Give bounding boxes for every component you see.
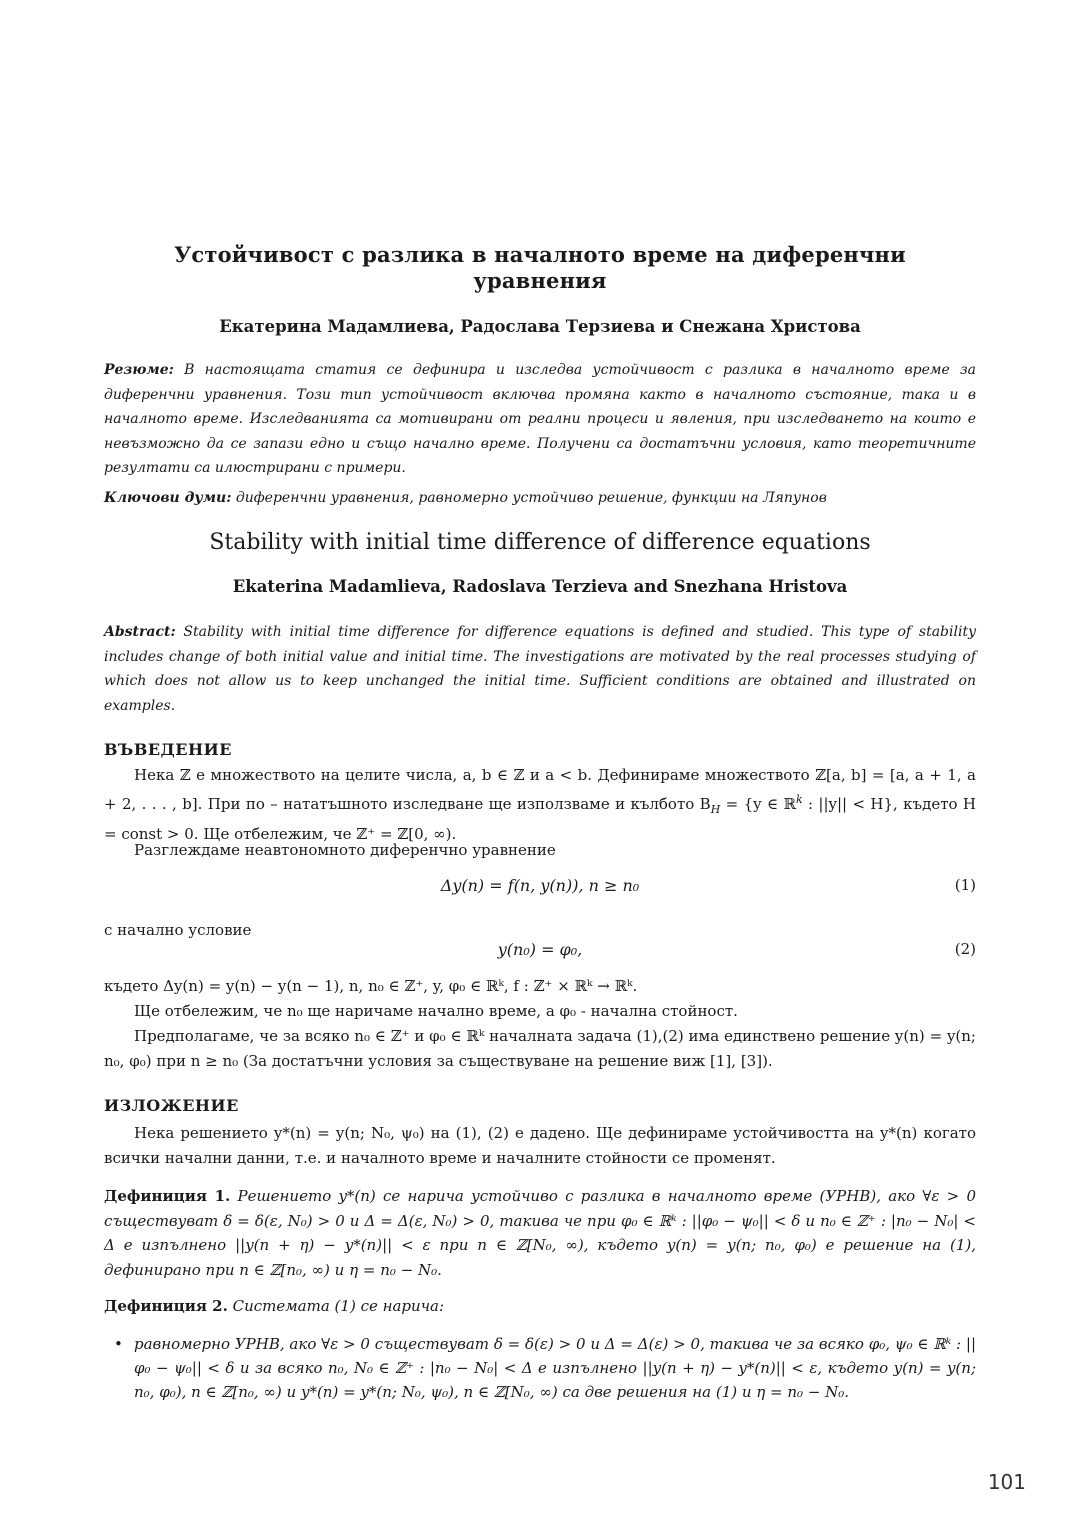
definition-2-label: Дефиниция 2. — [104, 1297, 228, 1315]
definition-2 — [104, 1294, 976, 1319]
intro-p1-part-b: = {y ∈ ℝ — [720, 794, 796, 813]
keywords-label: Ключови думи: — [104, 490, 232, 506]
intro-p1-part-c: : ||y|| < H}, където H = const > 0. Ще отбележим, че ℤ⁺ = ℤ[0, ∞). — [104, 794, 976, 843]
abstract-english — [104, 620, 976, 718]
section-heading-introduction: ВЪВЕДЕНИЕ — [104, 740, 232, 759]
keywords-text: диференчни уравнения, равномерно устойчиво решение, функции на Ляпунов — [235, 490, 827, 506]
intro-paragraph-6: Предполагаме, че за всяко n₀ ∈ ℤ⁺ и φ₀ ∈ ℝᵏ началната задача (1),(2) има единствено решение y(n) = y(n; n₀, φ₀) при n ≥ n₀ (За достатъчни условия за съществуване на решение виж [1], [3]). — [104, 1027, 976, 1070]
equation-2-expression: y(n₀) = φ₀, — [497, 940, 583, 959]
equation-1-number: (1) — [954, 876, 976, 894]
equation-1-expression: Δy(n) = f(n, y(n)), n ≥ n₀ — [440, 876, 640, 895]
authors-english: Ekaterina Madamlieva, Radoslava Terzieva and Snezhana Hristova — [232, 577, 848, 596]
intro-p1-superscript: k — [795, 792, 803, 806]
abstract-text: Stability with initial time difference for difference equations is defined and studied. This type of stability includes change of both initial value and initial time. The investigations are motivated by the real processes studying of which does not allow us to keep unchanged the initial time. Sufficient conditions are obtained and illustrated on examples. — [104, 624, 976, 714]
intro-p1-subscript: H — [710, 802, 721, 816]
title-english: Stability with initial time difference of difference equations — [209, 530, 871, 555]
equation-2-number: (2) — [954, 940, 976, 958]
definition-2-bullet — [114, 1332, 976, 1404]
intro-paragraph-1 — [104, 763, 976, 847]
title-bulgarian: Устойчивост с разлика в началното време на диференчни уравнения — [174, 242, 906, 293]
bullet-dot-icon: • — [114, 1335, 123, 1353]
exposition-paragraph-1: Нека решението y*(n) = y(n; N₀, ψ₀) на (1), (2) е дадено. Ще дефинираме устойчивостта на y*(n) когато всички начални данни, т.е. и началното време и началните стойности се променят. — [104, 1124, 976, 1167]
definition-2-bullet-text: равномерно УРНВ, ако ∀ε > 0 съществуват δ = δ(ε) > 0 и Δ = Δ(ε) > 0, такива че за всяко φ₀, ψ₀ ∈ ℝᵏ : ||φ₀ − ψ₀|| < δ и за всяко n₀, N₀ ∈ ℤ⁺ : |n₀ − N₀| < Δ е изпълнено ||y(n + η) − y*(n)|| < ε, където y(n) = y(n; n₀, φ₀), n ∈ ℤ[n₀, ∞) и y*(n) = y*(n; N₀, ψ₀), n ∈ ℤ[N₀, ∞) са две решения на (1) и η = n₀ − N₀. — [134, 1335, 976, 1401]
equation-1 — [104, 876, 976, 902]
definition-1 — [104, 1184, 976, 1282]
definition-1-text: Решението y*(n) се нарича устойчиво с разлика в началното време (УРНВ), ако ∀ε > 0 съществуват δ = δ(ε, N₀) > 0 и Δ = Δ(ε, N₀) > 0, такива че при φ₀ ∈ ℝᵏ : ||φ₀ − ψ₀|| < δ и n₀ ∈ ℤ⁺ : |n₀ − N₀| < Δ е изпълнено ||y(n + η) − y*(n)|| < ε при n ∈ ℤ[N₀, ∞), където y(n) = y(n; n₀, φ₀) е решение на (1), дефинирано при n ∈ ℤ[n₀, ∞) и η = n₀ − N₀. — [104, 1187, 977, 1279]
definition-2-text: Системата (1) се нарича: — [232, 1297, 445, 1315]
definition-1-label: Дефиниция 1. — [104, 1187, 231, 1205]
authors-bulgarian: Екатерина Мадамлиева, Радослава Терзиева и Снежана Христова — [219, 317, 861, 336]
summary-text: В настоящата статия се дефинира и изследва устойчивост с разлика в началното време за диференчни уравнения. Този тип устойчивост включва промяна както в началното състояние, така и в началното време. Изследванията са мотивирани от реални процеси и явления, при изследването на които е невъзможно да се запази едно и също начално време. Получени са достатъчни условия, като теоретичните резултати са илюстрирани с примери. — [104, 362, 977, 476]
keywords-bulgarian — [104, 490, 976, 506]
equation-2 — [104, 940, 976, 966]
intro-paragraph-4: където Δy(n) = y(n) − y(n − 1), n, n₀ ∈ ℤ⁺, y, φ₀ ∈ ℝᵏ, f : ℤ⁺ × ℝᵏ → ℝᵏ. — [104, 977, 638, 995]
page-number: 101 — [987, 1470, 1026, 1494]
intro-p1-part-a: Нека ℤ е множеството на целите числа, a, b ∈ ℤ и a < b. Дефинираме множеството ℤ[a, b] = [a, a + 1, a + 2, . . . , b]. При по – нататъшното изследване ще използваме и кълбото B — [104, 766, 976, 813]
summary-bulgarian — [104, 358, 976, 481]
section-heading-exposition: ИЗЛОЖЕНИЕ — [104, 1096, 239, 1115]
intro-paragraph-2: Разглеждаме неавтономното диференчно уравнение — [134, 841, 556, 859]
intro-paragraph-5: Ще отбележим, че n₀ ще наричаме начално време, а φ₀ - начална стойност. — [134, 1002, 738, 1020]
abstract-label: Abstract: — [104, 624, 176, 640]
intro-paragraph-3: с начално условие — [104, 921, 252, 939]
summary-label: Резюме: — [104, 362, 174, 378]
